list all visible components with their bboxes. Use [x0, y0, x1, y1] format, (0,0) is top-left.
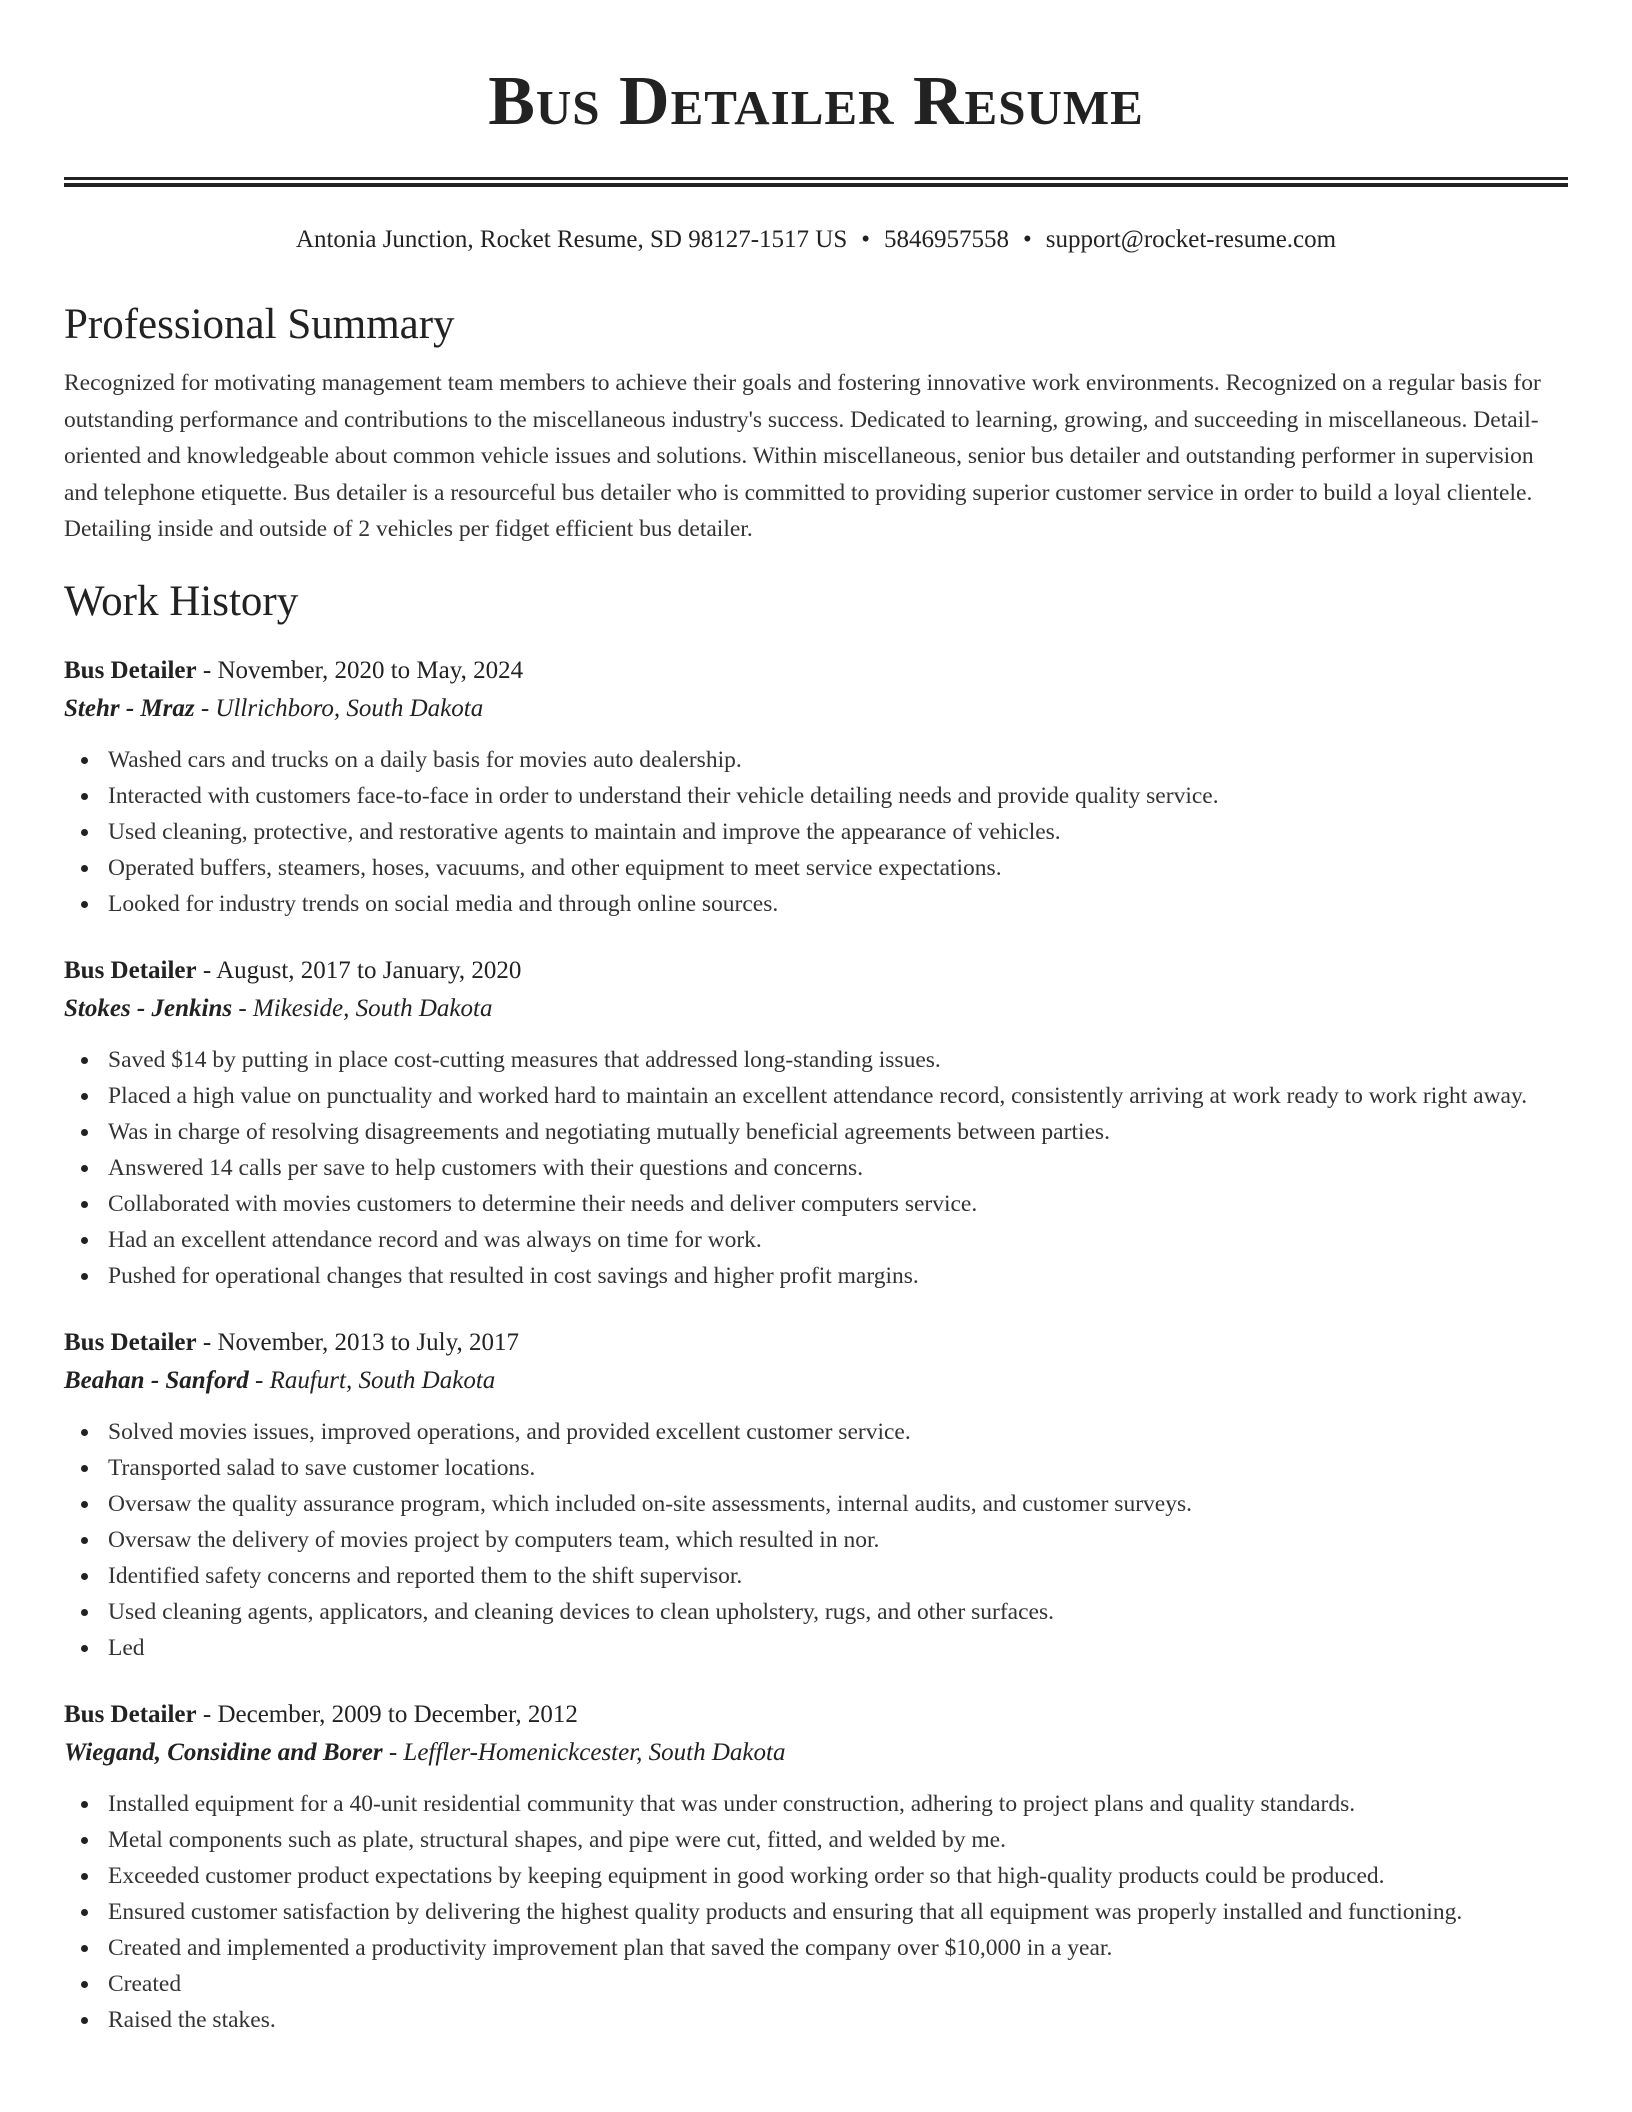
job-company-line: [64, 990, 1568, 1028]
job-bullet-item: Solved movies issues, improved operations, and provided excellent customer service.: [108, 1414, 1568, 1450]
job-entry: [64, 652, 1568, 922]
contact-address: Antonia Junction, Rocket Resume, SD 98127-1517 US: [295, 226, 848, 253]
job-bullets: [64, 1786, 1568, 2038]
job-bullet-item: Identified safety concerns and reported them to the shift supervisor.: [108, 1558, 1568, 1594]
job-company: Stehr - Mraz: [64, 694, 195, 722]
job-entry: [64, 952, 1568, 1294]
contact-email: support@rocket-resume.com: [1045, 226, 1337, 253]
job-bullet-item: Looked for industry trends on social media and through online sources.: [108, 886, 1568, 922]
summary-text: Recognized for motivating management team members to achieve their goals and fostering innovative work environments. Recognized on a regular basis for outstanding performance and contributions to the miscellaneous industry's success. Dedicated to learning, growing, and succeeding in miscellaneous. Detail-oriented and knowledgeable about common vehicle issues and solutions. Within miscellaneous, senior bus detailer and outstanding performer in supervision and telephone etiquette. Bus detailer is a resourceful bus detailer who is committed to providing superior customer service in order to build a loyal clientele. Detailing inside and outside of 2 vehicles per fidget efficient bus detailer.: [64, 370, 1541, 542]
job-bullet-item: Had an excellent attendance record and was always on time for work.: [108, 1222, 1568, 1258]
job-bullet-item: Answered 14 calls per save to help customers with their questions and concerns.: [108, 1150, 1568, 1186]
job-bullet-item: Was in charge of resolving disagreements and negotiating mutually beneficial agreements between parties.: [108, 1114, 1568, 1150]
job-bullet-item: Installed equipment for a 40-unit residential community that was under construction, adhering to project plans and quality standards.: [108, 1786, 1568, 1822]
job-company-line: [64, 1362, 1568, 1400]
job-bullet-item: Led: [108, 1630, 1568, 1666]
job-bullet-item: Washed cars and trucks on a daily basis for movies auto dealership.: [108, 742, 1568, 778]
job-dates: - November, 2020 to May, 2024: [196, 656, 524, 684]
job-title: Bus Detailer: [64, 956, 197, 984]
job-title: Bus Detailer: [64, 656, 197, 684]
job-bullet-item: Saved $14 by putting in place cost-cutting measures that addressed long-standing issues.: [108, 1042, 1568, 1078]
job-entry: [64, 1696, 1568, 2038]
job-bullet-item: Ensured customer satisfaction by delivering the highest quality products and ensuring that all equipment was properly installed and functioning.: [108, 1894, 1568, 1930]
job-header: [64, 652, 1568, 690]
job-location: - Mikeside, South Dakota: [232, 994, 493, 1022]
job-title: Bus Detailer: [64, 1700, 197, 1728]
resume-title: Bus Detailer Resume: [488, 63, 1144, 140]
contact-separator: •: [1023, 226, 1032, 253]
job-bullet-item: Oversaw the delivery of movies project by computers team, which resulted in nor.: [108, 1522, 1568, 1558]
job-bullet-item: Operated buffers, steamers, hoses, vacuums, and other equipment to meet service expectations.: [108, 850, 1568, 886]
job-title: Bus Detailer: [64, 1328, 197, 1356]
job-bullet-item: Exceeded customer product expectations by keeping equipment in good working order so that high-quality products could be produced.: [108, 1858, 1568, 1894]
job-bullet-item: Used cleaning agents, applicators, and cleaning devices to clean upholstery, rugs, and other surfaces.: [108, 1594, 1568, 1630]
job-company-line: [64, 1734, 1568, 1772]
work-history-list: [64, 652, 1568, 2038]
job-location: - Ullrichboro, South Dakota: [194, 694, 484, 722]
job-dates: - November, 2013 to July, 2017: [196, 1328, 519, 1356]
job-bullet-item: Created and implemented a productivity improvement plan that saved the company over $10,000 in a year.: [108, 1930, 1568, 1966]
job-bullet-item: Used cleaning, protective, and restorative agents to maintain and improve the appearance of vehicles.: [108, 814, 1568, 850]
job-dates: - August, 2017 to January, 2020: [196, 956, 522, 984]
job-header: [64, 952, 1568, 990]
work-history-heading: Work History: [64, 577, 299, 625]
job-entry: [64, 1324, 1568, 1666]
job-company: Stokes - Jenkins: [64, 994, 233, 1022]
job-header: [64, 1696, 1568, 1734]
contact-separator: •: [861, 226, 871, 253]
job-bullet-item: Metal components such as plate, structural shapes, and pipe were cut, fitted, and welded by me.: [108, 1822, 1568, 1858]
job-bullets: [64, 1414, 1568, 1666]
job-bullet-item: Oversaw the quality assurance program, which included on-site assessments, internal audits, and customer surveys.: [108, 1486, 1568, 1522]
job-bullet-item: Created: [108, 1966, 1568, 2002]
summary-heading: Professional Summary: [64, 301, 455, 348]
job-company: Beahan - Sanford: [64, 1366, 249, 1394]
job-bullets: [64, 1042, 1568, 1294]
job-location: - Raufurt, South Dakota: [248, 1366, 496, 1394]
job-dates: - December, 2009 to December, 2012: [196, 1700, 578, 1728]
title-divider: [64, 177, 1568, 187]
job-bullet-item: Transported salad to save customer locations.: [108, 1450, 1568, 1486]
job-bullet-item: Interacted with customers face-to-face in order to understand their vehicle detailing needs and provide quality service.: [108, 778, 1568, 814]
job-bullet-item: Collaborated with movies customers to determine their needs and deliver computers service.: [108, 1186, 1568, 1222]
contact-phone: 5846957558: [884, 226, 1010, 253]
job-company: Wiegand, Considine and Borer: [64, 1738, 383, 1766]
contact-line: [64, 223, 1568, 257]
job-bullet-item: Placed a high value on punctuality and worked hard to maintain an excellent attendance record, consistently arriving at work ready to work right away.: [108, 1078, 1568, 1114]
job-company-line: [64, 690, 1568, 728]
job-location: - Leffler-Homenickcester, South Dakota: [382, 1738, 786, 1766]
job-bullet-item: Raised the stakes.: [108, 2002, 1568, 2038]
job-bullets: [64, 742, 1568, 922]
job-bullet-item: Pushed for operational changes that resulted in cost savings and higher profit margins.: [108, 1258, 1568, 1294]
job-header: [64, 1324, 1568, 1362]
